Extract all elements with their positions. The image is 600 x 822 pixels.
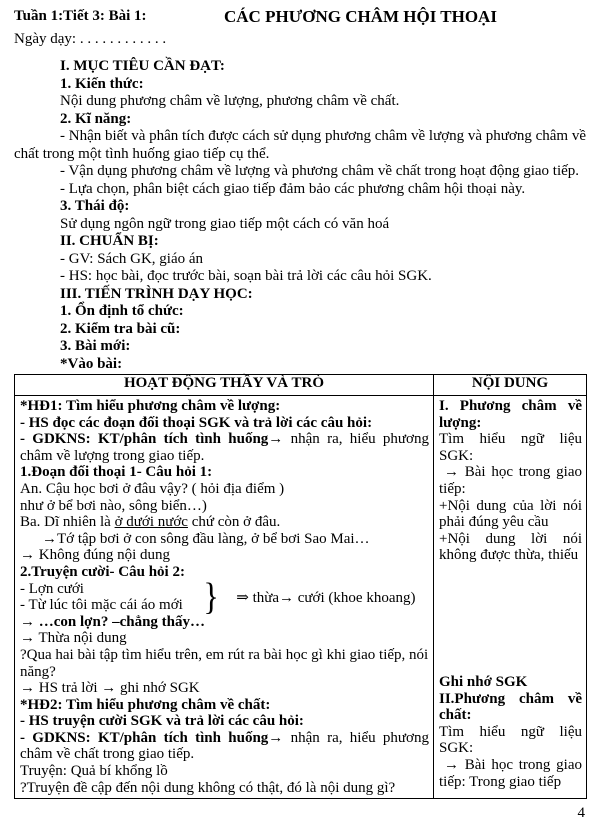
text-line: → Thừa nội dung [20, 630, 127, 647]
text-line: - Lợn cưới [20, 580, 84, 597]
text-line: → Bài học trong giao tiếp: Trong giao tiếp [439, 756, 582, 790]
table-header-activities: HOẠT ĐỘNG THẦY VÀ TRÒ [15, 375, 434, 396]
text-line: Ba. Dĩ nhiên là ở dưới nước chứ còn ở đâu. [20, 514, 281, 531]
document-title: CÁC PHƯƠNG CHÂM HỘI THOẠI [224, 7, 497, 26]
text-line: 2.Truyện cười- Câu hỏi 2: [20, 563, 185, 580]
spacer [439, 564, 582, 674]
text-line: Nội dung phương châm về lượng, phương châm về chất. [60, 93, 400, 109]
table-header-content: NỘI DUNG [434, 375, 587, 396]
example-brace-group [20, 575, 429, 618]
text-line: Truyện: Quả bí khổng lồ [20, 763, 168, 780]
text-line: 3. Bài mới: [60, 338, 131, 354]
text-line: - Từ lúc tôi mặc cái áo mới [20, 597, 183, 614]
intro-section [14, 58, 586, 373]
text-line: - HS đọc các đoạn đối thoại SGK và trả lời các câu hỏi: [20, 414, 373, 431]
text-line: II. CHUẨN BỊ: [60, 233, 159, 249]
brace-icon: } [203, 575, 219, 618]
text-line: - Lựa chọn, phân biệt cách giao tiếp đảm bảo các phương châm hội thoại này. [60, 180, 526, 197]
text-line: III. TIẾN TRÌNH DẠY HỌC: [60, 285, 253, 302]
activities-cell [15, 396, 434, 799]
text-line: → Không đúng nội dung [20, 547, 170, 564]
text-line: →Tớ tập bơi ở con sông đầu làng, ở bể bơi Sao Mai… [42, 530, 370, 547]
document-header [14, 8, 586, 31]
text-line: 1.Đoạn đối thoại 1- Câu hỏi 1: [20, 464, 213, 481]
text-line: +Nội dung lời nói không được thừa, thiếu [439, 530, 582, 564]
text-line: 2. Kiểm tra bài cũ: [60, 320, 181, 337]
text-line: - Vận dụng phương châm về lượng và phương châm về chất trong hoạt động giao tiếp. [60, 163, 580, 179]
table-header-row [15, 375, 587, 396]
text-line: - HS truyện cười SGK và trả lời các câu hỏi: [20, 713, 304, 730]
text-line: *Vào bài: [60, 355, 123, 372]
text-line: - GDKNS: KT/phân tích tình huống→ nhận ra, hiểu phương châm về lượng trong giao tiếp. [20, 431, 429, 464]
text-line: +Nội dung của lời nói phải đúng yêu cầu [439, 497, 582, 531]
text-line: I. MỤC TIÊU CẦN ĐẠT: [60, 58, 225, 74]
text-line: ?Truyện đề cập đến nội dung không có thật, đó là nội dung gì? [20, 779, 396, 796]
text-line: *HĐ1: Tìm hiểu phương châm về lượng: [20, 398, 281, 414]
table-body-row [15, 396, 587, 799]
content-cell [434, 396, 587, 799]
text-line: Tìm hiểu ngữ liệu SGK: [439, 723, 582, 757]
text-line: - GV: Sách GK, giáo án [60, 250, 204, 267]
text-line: Ghi nhớ SGK [439, 673, 528, 690]
text-line: 1. Ổn định tổ chức: [60, 303, 184, 319]
text-line: *HĐ2: Tìm hiểu phương châm về chất: [20, 696, 271, 713]
text-line: 2. Kĩ năng: [60, 110, 132, 127]
text-line: An. Cậu học bơi ở đâu vậy? ( hỏi địa điểm ) [20, 480, 285, 497]
lesson-meta-label: Tuần 1:Tiết 3: Bài 1: [14, 8, 147, 24]
text-line: như ở bể bơi nào, sông biển…) [20, 497, 207, 514]
text-line: 1. Kiến thức: [60, 75, 144, 92]
text-line: → Bài học trong giao tiếp: [439, 464, 582, 497]
text-line: - HS: học bài, đọc trước bài, soạn bài trả lời các câu hỏi SGK. [60, 268, 432, 284]
page-number: 4 [577, 805, 585, 822]
text-line: Sử dụng ngôn ngữ trong giao tiếp một cách có văn hoá [60, 215, 390, 232]
text-line: - Nhận biết và phân tích được cách sử dụng phương châm về lượng và phương châm về chất trong một tình huống giao tiếp cụ thể. [14, 128, 586, 162]
text-line: Tìm hiểu ngữ liệu SGK: [439, 431, 582, 464]
text-line: 3. Thái độ: [60, 198, 130, 214]
text-line: ?Qua hai bài tập tìm hiểu trên, em rút ra bài học gì khi giao tiếp, nói năng? [20, 646, 429, 680]
text-line: I. Phương châm về lượng: [439, 398, 582, 431]
text-line: II.Phương châm về chất: [439, 690, 582, 724]
teaching-date-line: Ngày dạy: . . . . . . . . . . . . [14, 31, 167, 47]
lesson-activities-table [14, 374, 587, 799]
text-line: ⇒ thừa→ cưới (khoe khoang) [236, 589, 416, 606]
text-line: - GDKNS: KT/phân tích tình huống→ nhận ra, hiểu phương châm về chất trong giao tiếp. [20, 729, 429, 763]
text-line: → …con lợn? –chẳng thấy… [20, 613, 205, 630]
text-line: → HS trả lời → ghi nhớ SGK [20, 680, 200, 697]
